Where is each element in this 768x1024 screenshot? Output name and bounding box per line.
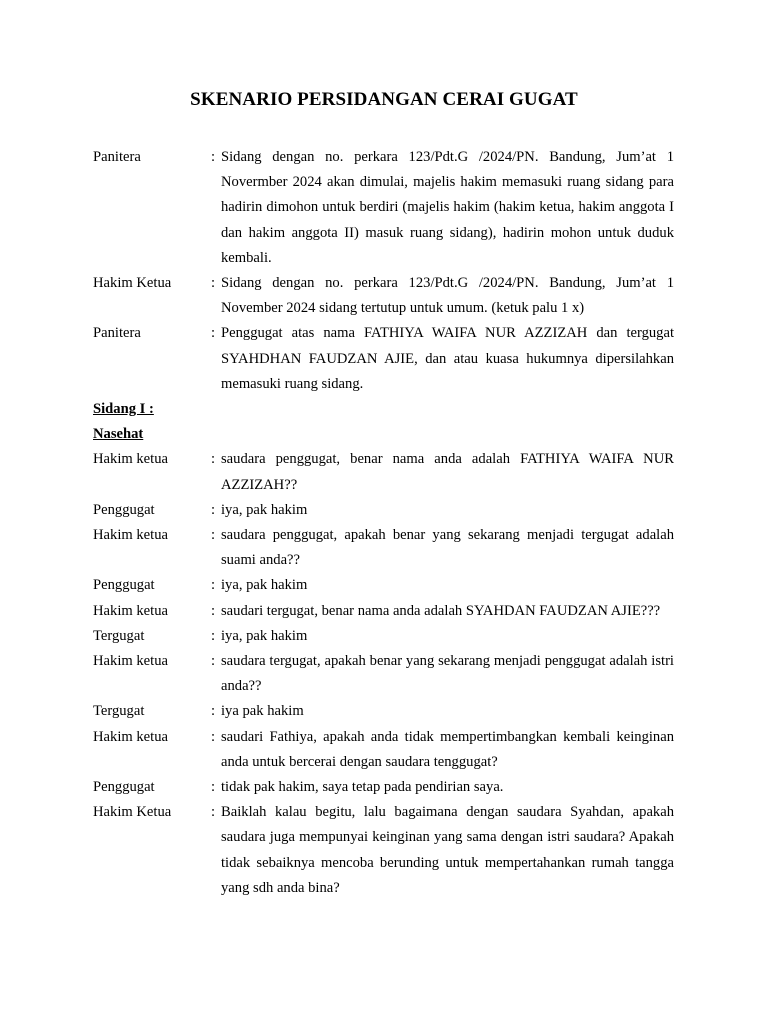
speaker-name: Hakim Ketua: [93, 804, 172, 821]
dialogue-text: Sidang dengan no. perkara 123/Pdt.G /2024/PN. Bandung, Jum’at 1 Novermber 2024 akan dimulai, majelis hakim memasuki ruang sidang para hadirin dimohon untuk berdiri (majelis hakim (hakim ketua, hakim anggota I dan hakim anggota II) masuk ruang sidang), hadirin mohon untuk duduk kembali.: [221, 149, 674, 266]
speaker-name: Panitera: [93, 149, 141, 165]
colon-separator: :: [211, 325, 216, 342]
dialogue-text: iya, pak hakim: [221, 501, 308, 518]
dialogue-text: saudari tergugat, benar nama anda adalah SYAHDAN FAUDZAN AJIE???: [221, 602, 661, 619]
dialogue-text: saudara tergugat, apakah benar yang sekarang menjadi penggugat adalah istri anda??: [221, 653, 674, 695]
dialogue-text: Baiklah kalau begitu, lalu bagaimana dengan saudara Syahdan, apakah saudara juga mempunyai keinginan yang sama dengan istri saudara? Apakah tidak sebaiknya mencoba berunding untuk mempertahankan rumah tangga yang sdh anda bina?: [221, 804, 674, 896]
speaker-name: Hakim ketua: [93, 527, 168, 544]
speaker-name: Hakim Ketua: [93, 275, 172, 292]
dialogue-text-container: [211, 447, 674, 497]
speaker-name: Hakim ketua: [93, 451, 168, 468]
speaker-name: Tergugat: [93, 703, 145, 720]
dialogue-text: Penggugat atas nama FATHIYA WAIFA NUR AZZIZAH dan tergugat SYAHDHAN FAUDZAN AJIE, dan atau kuasa hukumnya dipersilahkan memasuki ruang sidang.: [221, 325, 674, 392]
dialogue-text-container: [211, 573, 674, 598]
script-line: [93, 498, 674, 523]
dialogue-text: Sidang dengan no. perkara 123/Pdt.G /2024/PN. Bandung, Jum’at 1 November 2024 sidang tertutup untuk umum. (ketuk palu 1 x): [221, 275, 674, 317]
script-line: [93, 725, 674, 775]
speaker-name: Hakim ketua: [93, 653, 168, 670]
speaker-name: Penggugat: [93, 779, 155, 796]
speaker-name: Penggugat: [93, 577, 155, 594]
script-line: [93, 699, 674, 724]
dialogue-text-container: [211, 321, 674, 397]
dialogue-text-container: [211, 145, 674, 271]
colon-separator: :: [211, 149, 216, 165]
script-line: [93, 145, 674, 271]
colon-separator: :: [211, 275, 216, 292]
dialogue-text-container: [211, 725, 674, 775]
subsection-heading: Nasehat: [93, 426, 144, 443]
dialogue-text: iya, pak hakim: [221, 627, 308, 644]
dialogue-text: tidak pak hakim, saya tetap pada pendirian saya.: [221, 779, 504, 796]
colon-separator: :: [211, 728, 216, 745]
script-line: [93, 624, 674, 649]
colon-separator: :: [211, 577, 216, 594]
dialogue-text: iya, pak hakim: [221, 577, 308, 594]
speaker-name: Panitera: [93, 325, 141, 342]
dialogue-text-container: [211, 599, 674, 624]
script-line: [93, 599, 674, 624]
colon-separator: :: [211, 703, 216, 720]
speaker-name: Hakim ketua: [93, 602, 168, 619]
section-heading: Sidang I :: [93, 401, 154, 418]
document-body: [93, 145, 674, 901]
document-title: SKENARIO PERSIDANGAN CERAI GUGAT: [190, 89, 578, 110]
dialogue-text: saudara penggugat, apakah benar yang sekarang menjadi tergugat adalah suami anda??: [221, 527, 674, 569]
script-line: [93, 523, 674, 573]
dialogue-text-container: [211, 498, 674, 523]
speaker-name: Penggugat: [93, 501, 155, 518]
script-line: [93, 271, 674, 321]
script-line: [93, 321, 674, 397]
dialogue-text-container: [211, 800, 674, 901]
script-line: [93, 649, 674, 699]
colon-separator: :: [211, 501, 216, 518]
speaker-name: Hakim ketua: [93, 728, 168, 745]
colon-separator: :: [211, 627, 216, 644]
script-line: [93, 775, 674, 800]
dialogue-text: iya pak hakim: [221, 703, 304, 720]
dialogue-text-container: [211, 523, 674, 573]
script-line: [93, 573, 674, 598]
script-line: [93, 800, 674, 901]
dialogue-text: saudara penggugat, benar nama anda adalah FATHIYA WAIFA NUR AZZIZAH??: [221, 451, 674, 493]
dialogue-text-container: [211, 271, 674, 321]
colon-separator: :: [211, 527, 216, 544]
colon-separator: :: [211, 602, 216, 619]
colon-separator: :: [211, 804, 216, 821]
colon-separator: :: [211, 451, 216, 468]
script-line: [93, 447, 674, 497]
colon-separator: :: [211, 779, 216, 796]
colon-separator: :: [211, 653, 216, 670]
dialogue-text-container: [211, 775, 674, 800]
dialogue-text-container: [211, 699, 674, 724]
speaker-name: Tergugat: [93, 627, 145, 644]
dialogue-text-container: [211, 649, 674, 699]
dialogue-text: saudari Fathiya, apakah anda tidak mempertimbangkan kembali keinginan anda untuk bercerai dengan saudara tenggugat?: [221, 728, 674, 770]
dialogue-text-container: [211, 624, 674, 649]
